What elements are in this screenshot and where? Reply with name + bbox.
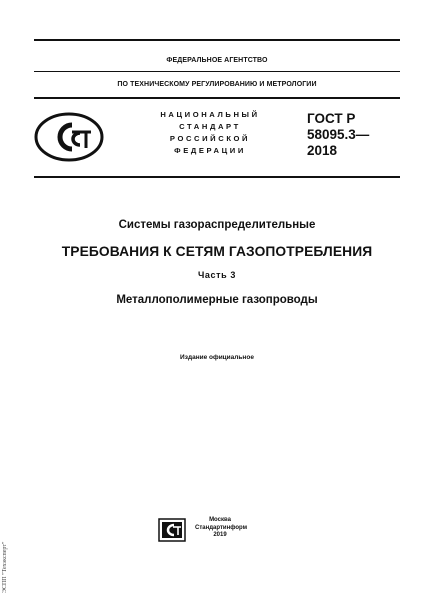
- designation-line-2: 58095.3—: [307, 127, 370, 142]
- document-part: Часть 3: [198, 270, 236, 280]
- standard-type-line-1: НАЦИОНАЛЬНЫЙ: [160, 110, 260, 119]
- standard-type-block: [145, 109, 275, 157]
- document-title-system: Системы газораспределительные: [118, 219, 316, 231]
- edition-label: Издание официальное: [180, 354, 254, 361]
- agency-divider: [34, 71, 400, 72]
- designation-line-3: 2018: [307, 143, 338, 158]
- header-rule: [34, 97, 400, 99]
- side-stamp: ЭСПП "Техэксперт": [2, 541, 8, 593]
- publisher-block: [195, 517, 248, 540]
- document-subtitle: Металлополимерные газопроводы: [116, 294, 318, 306]
- publisher-name: Стандартинформ: [195, 524, 248, 531]
- rst-certification-logo-icon: [34, 112, 104, 162]
- publisher-year: 2019: [213, 532, 227, 538]
- standartinform-logo-icon: [158, 518, 186, 542]
- designation-line-1: ГОСТ Р: [307, 111, 356, 126]
- agency-line-1: ФЕДЕРАЛЬНОЕ АГЕНТСТВО: [166, 57, 268, 64]
- title-rule: [34, 176, 400, 178]
- standard-type-line-3: РОССИЙСКОЙ: [169, 134, 251, 143]
- document-title-main: ТРЕБОВАНИЯ К СЕТЯМ ГАЗОПОТРЕБЛЕНИЯ: [61, 244, 373, 259]
- standard-type-line-2: СТАНДАРТ: [179, 122, 241, 131]
- agency-line-2: ПО ТЕХНИЧЕСКОМУ РЕГУЛИРОВАНИЮ И МЕТРОЛОГИИ: [117, 81, 317, 88]
- standard-type-line-4: ФЕДЕРАЦИИ: [174, 146, 246, 155]
- top-rule: [34, 39, 400, 41]
- publisher-city: Москва: [209, 517, 231, 523]
- standard-designation: [307, 111, 397, 159]
